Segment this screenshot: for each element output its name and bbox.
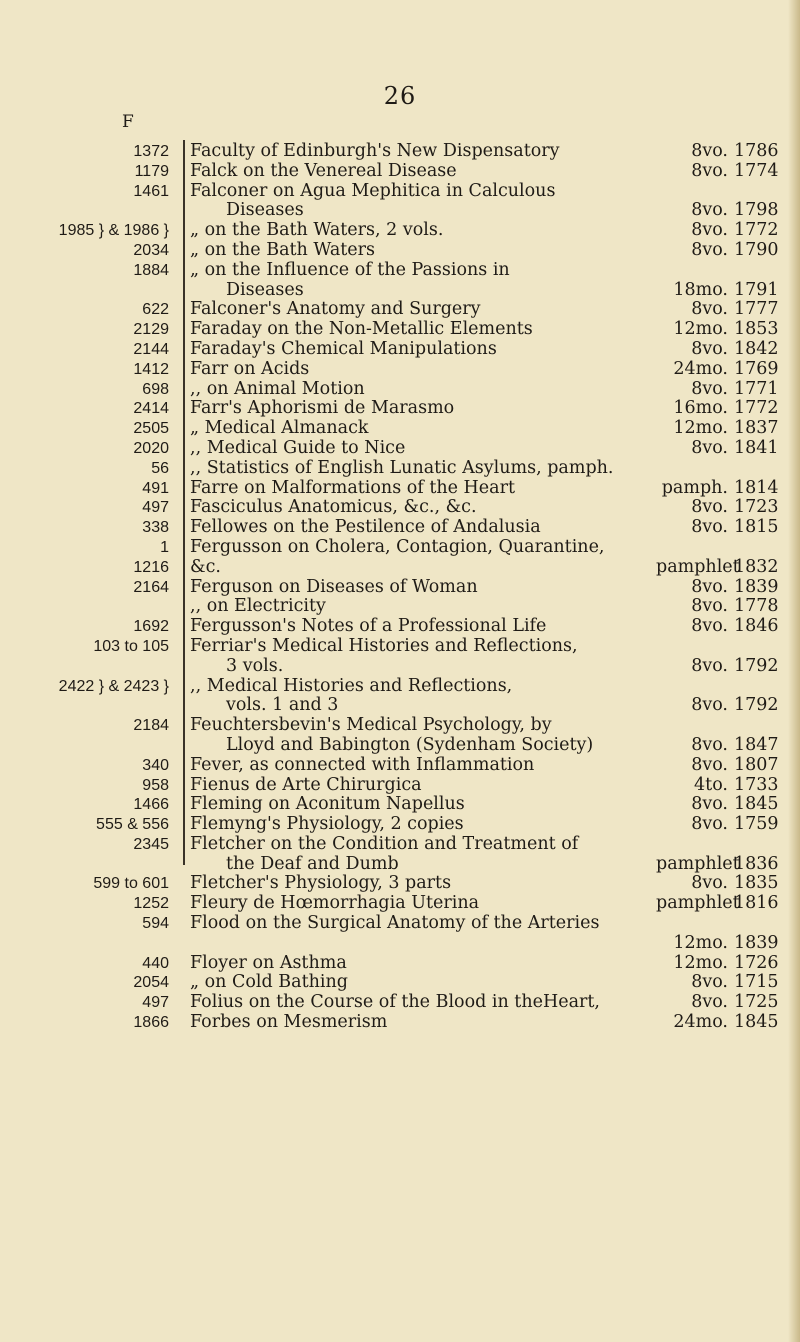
entry-body: [181, 538, 800, 558]
catalogue-entry: [0, 835, 800, 875]
entry-body: [181, 320, 800, 340]
catalogue-number: 338: [142, 519, 169, 537]
entry-body: [181, 835, 800, 875]
catalogue-entry: [0, 597, 800, 617]
entry-body: [181, 637, 800, 677]
entry-title: Floyer on Asthma: [190, 952, 347, 973]
entry-year: 1846: [734, 616, 779, 637]
catalogue-number: 2505: [133, 420, 169, 438]
entry-body: [181, 182, 800, 222]
entry-line: [190, 993, 800, 1013]
entry-year: 1778: [734, 596, 779, 617]
catalogue-number: 1985 } & 1986 }: [58, 222, 169, 240]
entry-line: [190, 320, 800, 340]
entry-format: 8vo.: [691, 794, 728, 815]
entry-title: „ on the Bath Waters: [190, 239, 376, 260]
entry-line: [190, 973, 800, 993]
entry-title: Farr on Acids: [190, 358, 310, 379]
catalogue-entry: [0, 894, 800, 914]
entry-line: [190, 736, 800, 756]
entry-year: 1777: [734, 299, 779, 320]
entry-format: 8vo.: [691, 437, 728, 458]
entry-year: 1842: [734, 338, 779, 359]
entry-format: pamphlet: [656, 556, 740, 577]
catalogue-number: 599 to 601: [93, 875, 169, 893]
entry-format: 24mo.: [673, 358, 728, 379]
entry-body: [181, 340, 800, 360]
catalogue-number: 555 & 556: [96, 816, 169, 834]
catalogue-entry: [0, 419, 800, 439]
entry-line: [190, 677, 800, 697]
entry-format: 8vo.: [691, 616, 728, 637]
entry-year: 1771: [734, 378, 779, 399]
entry-year: 1759: [734, 814, 779, 835]
entry-line: [190, 815, 800, 835]
catalogue-number: 1216: [133, 558, 169, 576]
entry-body: [181, 300, 800, 320]
catalogue-entry: [0, 182, 800, 222]
entry-year: 1839: [734, 576, 779, 597]
catalogue-entry: [0, 716, 800, 756]
catalogue-number: 1866: [133, 1014, 169, 1032]
catalogue-entry: [0, 756, 800, 776]
entry-line: [190, 142, 800, 162]
entry-body: [181, 795, 800, 815]
entry-line: [190, 300, 800, 320]
entry-title: ,, on Electricity: [190, 596, 326, 617]
catalogue-entry: [0, 479, 800, 499]
entry-line: [190, 498, 800, 518]
entry-year: 1772: [734, 398, 779, 419]
page-number: 26: [383, 82, 417, 110]
entry-body: [181, 380, 800, 400]
entry-format: 18mo.: [673, 279, 728, 300]
entry-title: Fienus de Arte Chirurgica: [190, 774, 422, 795]
entry-format: 8vo.: [691, 655, 728, 676]
entry-year: 1769: [734, 358, 779, 379]
entry-format: 8vo.: [691, 160, 728, 181]
catalogue-entry: [0, 340, 800, 360]
entry-format: 8vo.: [691, 517, 728, 538]
entry-line: [190, 716, 800, 736]
entry-title: „ on Cold Bathing: [190, 972, 348, 993]
entry-title: Falck on the Venereal Disease: [190, 160, 457, 181]
entry-year: 1790: [734, 239, 779, 260]
entry-format: 12mo.: [673, 319, 728, 340]
catalogue-number: 594: [142, 915, 169, 933]
entry-format: 8vo.: [691, 695, 728, 716]
catalogue-number: 2054: [133, 974, 169, 992]
entry-year: 1772: [734, 220, 779, 241]
catalogue-number: 340: [142, 756, 169, 774]
entry-body: [181, 597, 800, 617]
entry-body: [181, 360, 800, 380]
catalogue-number: 1466: [133, 796, 169, 814]
entry-format: 8vo.: [691, 972, 728, 993]
entry-body: [181, 261, 800, 301]
entry-body: [181, 617, 800, 637]
catalogue-number: 440: [142, 954, 169, 972]
entry-title: Fletcher on the Condition and Treatment of: [190, 833, 579, 854]
entry-format: pamphlet: [656, 893, 740, 914]
entry-format: pamph.: [661, 477, 728, 498]
catalogue-number: 497: [142, 499, 169, 517]
entry-title: „ on the Bath Waters, 2 vols.: [190, 220, 444, 241]
entry-format: 8vo.: [691, 814, 728, 835]
entry-title: Diseases: [226, 200, 304, 221]
entry-year: 1792: [734, 695, 779, 716]
entry-title: Falconer's Anatomy and Surgery: [190, 299, 481, 320]
entry-format: 24mo.: [673, 1012, 728, 1033]
entry-line: [190, 874, 800, 894]
catalogue-entry: [0, 558, 800, 578]
entry-line: [190, 182, 800, 202]
entry-line: [190, 894, 800, 914]
entry-body: [181, 439, 800, 459]
entry-title: Feuchtersbevin's Medical Psychology, by: [190, 715, 552, 736]
entry-line: [190, 479, 800, 499]
catalogue-number: 491: [142, 479, 169, 497]
entry-line: [190, 261, 800, 281]
catalogue-entry: [0, 1013, 800, 1033]
entry-line: [190, 241, 800, 261]
entry-year: 1798: [734, 200, 779, 221]
entry-title: Forbes on Mesmerism: [190, 1012, 388, 1033]
entry-year: 1725: [734, 992, 779, 1013]
entry-body: [181, 221, 800, 241]
entry-year: 1815: [734, 517, 779, 538]
entry-title: Faraday on the Non-Metallic Elements: [190, 319, 533, 340]
entry-body: [181, 874, 800, 894]
catalogue-entry: [0, 677, 800, 717]
entry-body: [181, 479, 800, 499]
entry-body: [181, 993, 800, 1013]
entry-line: [190, 954, 800, 974]
catalogue-number: 2020: [133, 439, 169, 457]
catalogue-number: 2164: [133, 578, 169, 596]
catalogue-entry: [0, 637, 800, 677]
entry-body: [181, 914, 800, 954]
catalogue-number: 1252: [133, 895, 169, 913]
entry-format: 12mo.: [673, 952, 728, 973]
entry-line: [190, 221, 800, 241]
entry-title: Fleming on Aconitum Napellus: [190, 794, 465, 815]
entry-year: 1832: [734, 556, 779, 577]
entry-line: [190, 657, 800, 677]
catalogue-entry: [0, 954, 800, 974]
entry-line: [190, 1013, 800, 1033]
catalogue-entry: [0, 973, 800, 993]
entry-body: [181, 776, 800, 796]
entry-year: 1816: [734, 893, 779, 914]
entry-title: „ on the Influence of the Passions in: [190, 259, 510, 280]
catalogue-number: 2422 } & 2423 }: [58, 677, 169, 695]
catalogue-entry: [0, 221, 800, 241]
entry-title: Ferriar's Medical Histories and Reflections,: [190, 635, 578, 656]
entry-body: [181, 677, 800, 717]
entry-year: 1715: [734, 972, 779, 993]
entry-title: Fergusson's Notes of a Professional Life: [190, 616, 547, 637]
catalogue-entry: [0, 320, 800, 340]
entry-line: [190, 914, 800, 934]
entry-year: 1807: [734, 754, 779, 775]
catalogue-number: 1461: [133, 182, 169, 200]
entry-title: [190, 934, 656, 954]
entry-body: [181, 498, 800, 518]
entry-body: [181, 578, 800, 598]
entry-line: [190, 419, 800, 439]
entry-line: [190, 855, 800, 875]
entry-body: [181, 419, 800, 439]
entry-line: [190, 637, 800, 657]
entry-format: 16mo.: [673, 398, 728, 419]
entry-title: Flood on the Surgical Anatomy of the Arteries: [190, 913, 600, 934]
entry-format: 12mo.: [673, 932, 728, 953]
entry-line: [190, 340, 800, 360]
entry-line: [190, 795, 800, 815]
entry-title: the Deaf and Dumb: [226, 853, 399, 874]
entry-title: &c.: [190, 556, 221, 577]
entry-line: [190, 597, 800, 617]
entry-title: Fellowes on the Pestilence of Andalusia: [190, 517, 541, 538]
catalogue-entry: [0, 776, 800, 796]
entry-title: Farr's Aphorismi de Marasmo: [190, 398, 455, 419]
entry-line: [190, 578, 800, 598]
entry-body: [181, 162, 800, 182]
entry-year: 1847: [734, 734, 779, 755]
entry-line: [190, 776, 800, 796]
catalogue-entry: [0, 162, 800, 182]
entry-title: Ferguson on Diseases of Woman: [190, 576, 478, 597]
entry-format: 8vo.: [691, 873, 728, 894]
entry-line: [190, 835, 800, 855]
catalogue-number: 2414: [133, 400, 169, 418]
catalogue-entry: [0, 518, 800, 538]
entry-line: [190, 380, 800, 400]
entry-line: [190, 281, 800, 301]
entry-format: 8vo.: [691, 497, 728, 518]
catalogue-entry: [0, 459, 800, 479]
entry-title: Farre on Malformations of the Heart: [190, 477, 515, 498]
entry-line: [190, 162, 800, 182]
entry-year: 1839: [734, 932, 779, 953]
entry-format: 8vo.: [691, 754, 728, 775]
entry-title: Faculty of Edinburgh's New Dispensatory: [190, 141, 560, 161]
catalogue-number: 1: [160, 538, 169, 556]
entry-format: 8vo.: [691, 596, 728, 617]
entry-body: [181, 954, 800, 974]
entry-format: 8vo.: [691, 734, 728, 755]
entry-line: [190, 617, 800, 637]
entry-format: 8vo.: [691, 992, 728, 1013]
entry-format: 8vo.: [691, 378, 728, 399]
entry-format: 8vo.: [691, 338, 728, 359]
entry-format: 8vo.: [691, 239, 728, 260]
catalogue-entries: [0, 142, 800, 1033]
entry-title: Falconer on Agua Mephitica in Calculous: [190, 180, 556, 201]
catalogue-entry: [0, 261, 800, 301]
entry-format: 8vo.: [691, 220, 728, 241]
entry-title: ,, Medical Histories and Reflections,: [190, 675, 513, 696]
catalogue-entry: [0, 399, 800, 419]
entry-year: 1791: [734, 279, 779, 300]
entry-format: 12mo.: [673, 418, 728, 439]
entry-format: pamphlet: [656, 853, 740, 874]
entry-body: [181, 1013, 800, 1033]
entry-title: Fergusson on Cholera, Contagion, Quarantine,: [190, 536, 605, 557]
entry-year: 1786: [734, 141, 779, 161]
catalogue-number: 2144: [133, 340, 169, 358]
catalogue-entry: [0, 360, 800, 380]
entry-format: 8vo.: [691, 200, 728, 221]
catalogue-number: 2345: [133, 835, 169, 853]
catalogue-number: 958: [142, 776, 169, 794]
entry-year: 1841: [734, 437, 779, 458]
entry-year: 1835: [734, 873, 779, 894]
catalogue-entry: [0, 578, 800, 598]
entry-format: 8vo.: [691, 299, 728, 320]
catalogue-entry: [0, 914, 800, 954]
entry-body: [181, 142, 800, 162]
catalogue-number: 1179: [134, 162, 169, 180]
entry-title: Fasciculus Anatomicus, &c., &c.: [190, 497, 477, 518]
entry-body: [181, 756, 800, 776]
entry-line: [190, 934, 800, 954]
entry-format: 8vo.: [691, 141, 728, 161]
entry-title: Fever, as connected with Inflammation: [190, 754, 535, 775]
entry-format: 8vo.: [691, 576, 728, 597]
entry-title: ,, on Animal Motion: [190, 378, 365, 399]
entry-year: 1726: [734, 952, 779, 973]
catalogue-entry: [0, 538, 800, 558]
catalogue-entry: [0, 815, 800, 835]
entry-body: [181, 558, 800, 578]
catalogue-number: 1412: [133, 360, 169, 378]
catalogue-entry: [0, 795, 800, 815]
catalogue-number: 2034: [133, 241, 169, 259]
catalogue-entry: [0, 300, 800, 320]
entry-year: 1774: [734, 160, 779, 181]
catalogue-number: 2184: [133, 717, 169, 735]
catalogue-entry: [0, 142, 800, 162]
entry-year: 1733: [734, 774, 779, 795]
entry-line: [190, 439, 800, 459]
entry-title: Diseases: [226, 279, 304, 300]
entry-body: [181, 815, 800, 835]
catalogue-number: 1692: [133, 618, 169, 636]
entry-line: [190, 360, 800, 380]
catalogue-entry: [0, 241, 800, 261]
entry-title: Fletcher's Physiology, 3 parts: [190, 873, 452, 894]
entry-year: 1845: [734, 794, 779, 815]
entry-title: „ Medical Almanack: [190, 418, 369, 439]
entry-body: [181, 716, 800, 756]
entry-body: [181, 459, 800, 479]
entry-year: 1723: [734, 497, 779, 518]
entry-body: [181, 241, 800, 261]
catalogue-number: 622: [142, 301, 169, 319]
entry-title: vols. 1 and 3: [226, 695, 339, 716]
catalogue-entry: [0, 617, 800, 637]
entry-year: 1814: [734, 477, 779, 498]
entry-title: Lloyd and Babington (Sydenham Society): [226, 734, 594, 755]
entry-title: Folius on the Course of the Blood in theHeart,: [190, 992, 600, 1013]
entry-year: 1845: [734, 1012, 779, 1033]
entry-title: ,, Medical Guide to Nice: [190, 437, 406, 458]
catalogue-number: 497: [142, 994, 169, 1012]
entry-year: 1837: [734, 418, 779, 439]
section-letter: F: [122, 112, 134, 132]
catalogue-number: 1372: [133, 143, 169, 160]
entry-year: 1792: [734, 655, 779, 676]
entry-title: ,, Statistics of English Lunatic Asylums, pamph.: [190, 457, 614, 478]
entry-format: 4to.: [694, 774, 728, 795]
entry-title: Flemyng's Physiology, 2 copies: [190, 814, 464, 835]
entry-body: [181, 518, 800, 538]
entry-line: [190, 558, 800, 578]
entry-body: [181, 973, 800, 993]
catalogue-number: 103 to 105: [93, 637, 169, 655]
entry-year: 1853: [734, 319, 779, 340]
entry-title: 3 vols.: [226, 655, 284, 676]
catalogue-entry: [0, 498, 800, 518]
entry-body: [181, 399, 800, 419]
entry-title: Fleury de Hœmorrhagia Uterina: [190, 893, 480, 914]
entry-line: [190, 538, 800, 558]
entry-line: [190, 459, 800, 479]
entry-year: 1836: [734, 853, 779, 874]
catalogue-number: 1884: [133, 261, 169, 279]
entry-line: [190, 518, 800, 538]
catalogue-number: 698: [142, 380, 169, 398]
entry-line: [190, 201, 800, 221]
entry-body: [181, 894, 800, 914]
catalogue-entry: [0, 380, 800, 400]
catalogue-number: 56: [151, 459, 169, 477]
entry-line: [190, 756, 800, 776]
catalogue-entry: [0, 439, 800, 459]
entry-line: [190, 696, 800, 716]
entry-title: Faraday's Chemical Manipulations: [190, 338, 497, 359]
catalogue-entry: [0, 993, 800, 1013]
entry-line: [190, 399, 800, 419]
catalogue-number: 2129: [133, 321, 169, 339]
catalogue-entry: [0, 874, 800, 894]
